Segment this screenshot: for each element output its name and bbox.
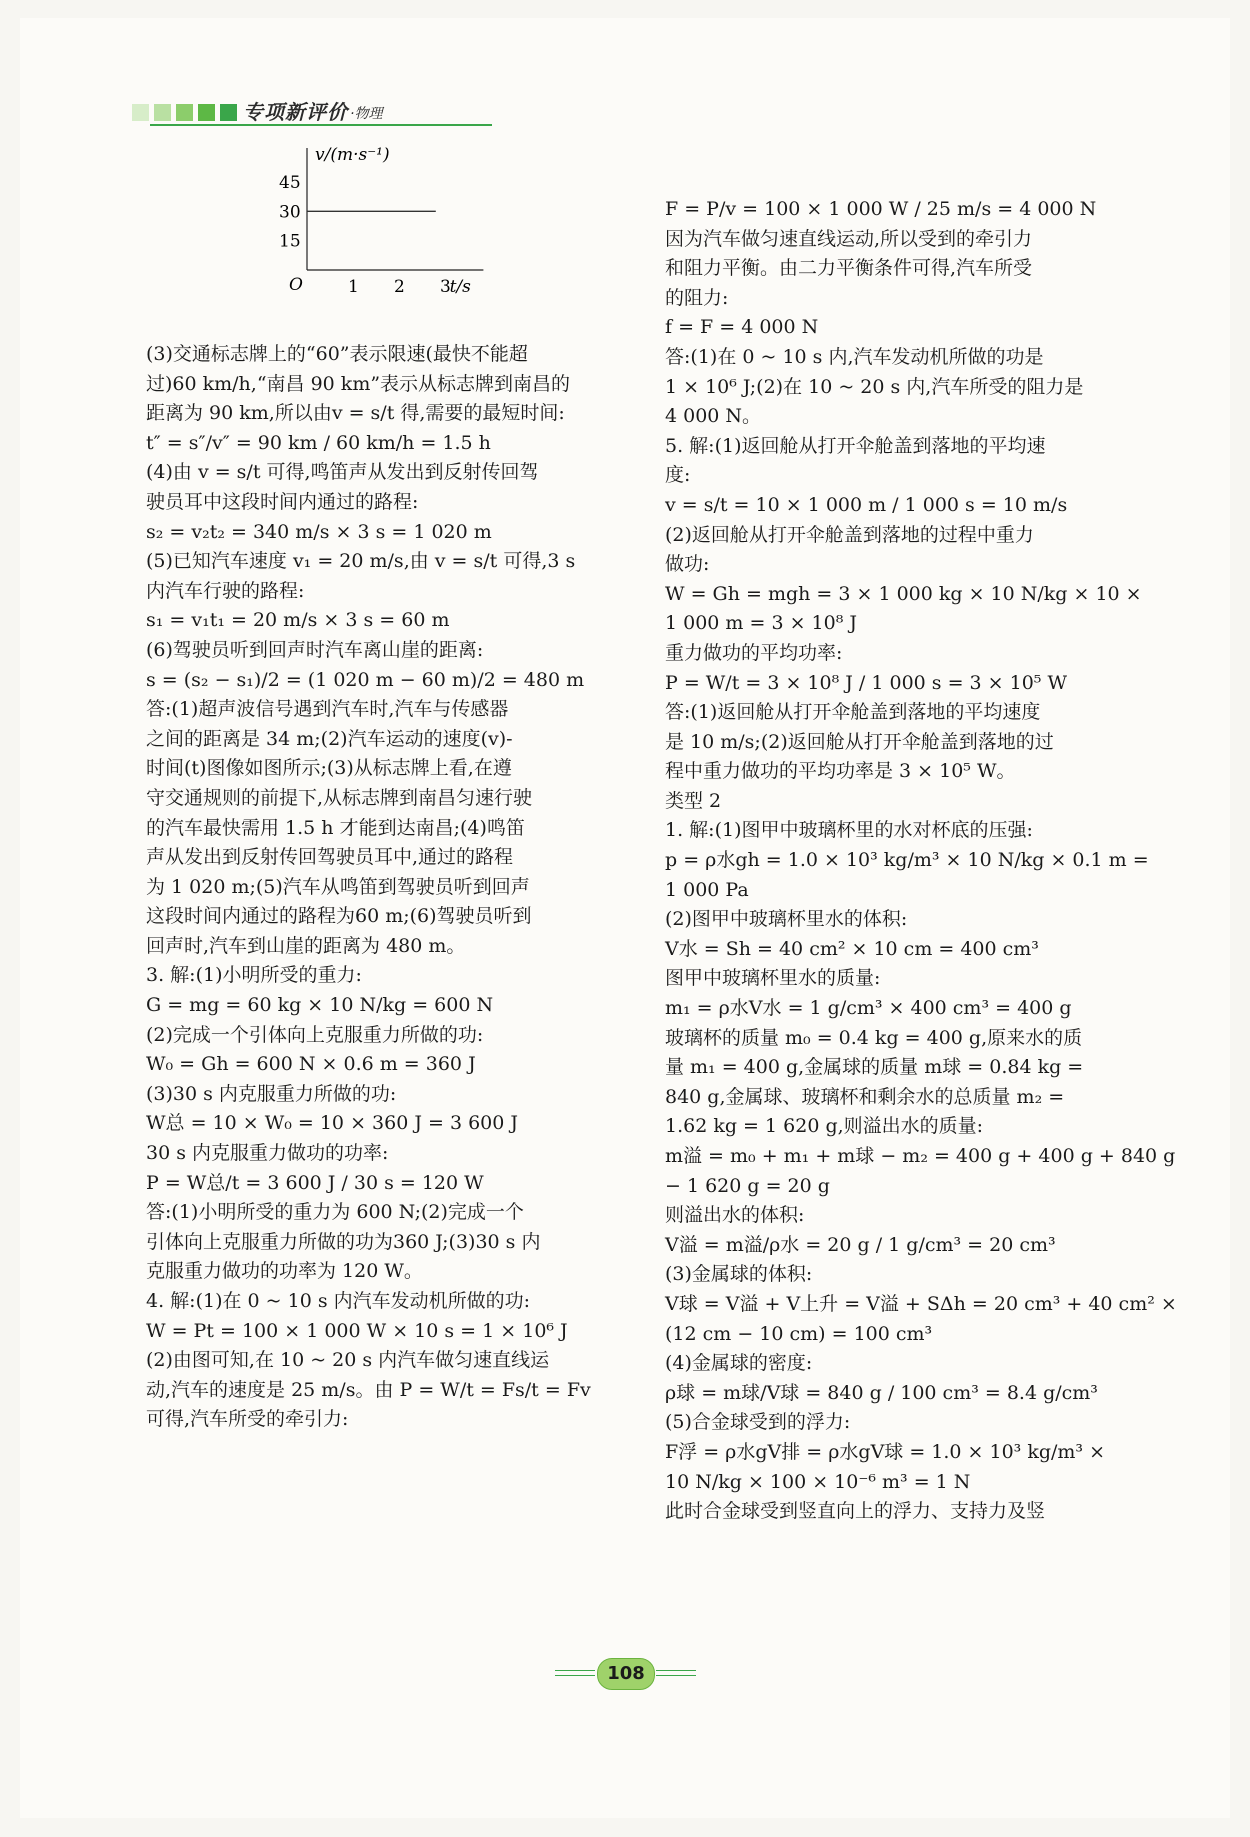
header-decoration [132,104,237,121]
text-line: 度: [665,464,691,487]
text-line: v = s/t = 10 × 1 000 m / 1 000 s = 10 m/s [665,493,1068,516]
text-line: 的汽车最快需用 1.5 h 才能到达南昌;(4)鸣笛 [146,816,525,839]
page-number: 108 [597,1658,655,1690]
text-line: 840 g,金属球、玻璃杯和剩余水的总质量 m₂ = [665,1085,1065,1108]
text-line: 动,汽车的速度是 25 m/s。由 P = W/t = Fs/t = Fv [146,1378,591,1401]
text-line: (2)图甲中玻璃杯里水的体积: [665,908,908,931]
text-line: 5. 解:(1)返回舱从打开伞舱盖到落地的平均速 [665,434,1046,457]
text-line: t″ = s″/v″ = 90 km / 60 km/h = 1.5 h [146,431,491,454]
right-column [665,195,1177,1527]
left-column [146,340,616,1435]
text-line: m溢 = m₀ + m₁ + m球 − m₂ = 400 g + 400 g + 840 g [665,1145,1176,1167]
text-line: 1 000 Pa [665,878,749,901]
text-line: (3)金属球的体积: [665,1263,813,1286]
text-line: 玻璃杯的质量 m₀ = 0.4 kg = 400 g,原来水的质 [665,1026,1083,1049]
text-line: (2)由图可知,在 10 ~ 20 s 内汽车做匀速直线运 [146,1349,550,1372]
text-line: 因为汽车做匀速直线运动,所以受到的牵引力 [665,227,1033,250]
text-line: F = P/v = 100 × 1 000 W / 25 m/s = 4 000 N [665,198,1097,220]
text-line: 1. 解:(1)图甲中玻璃杯里的水对杯底的压强: [665,819,1033,842]
text-line: 做功: [665,553,710,576]
header-rule [150,124,492,126]
text-line: 1 000 m = 3 × 10⁸ J [665,612,857,635]
text-line: 克服重力做功的功率为 120 W。 [146,1260,423,1283]
text-line: 回声时,汽车到山崖的距离为 480 m。 [146,934,466,957]
text-line: 量 m₁ = 400 g,金属球的质量 m球 = 0.84 kg = [665,1056,1084,1079]
text-line: 答:(1)超声波信号遇到汽车时,汽车与传感器 [146,698,509,721]
text-line: V球 = V溢 + V上升 = V溢 + SΔh = 20 cm³ + 40 cm² × [665,1292,1177,1315]
text-line: 这段时间内通过的路程为60 m;(6)驾驶员听到 [146,905,532,928]
y-tick-label: 15 [279,231,301,252]
text-line: (6)驾驶员听到回声时汽车离山崖的距离: [146,638,484,661]
text-line: 守交通规则的前提下,从标志牌到南昌匀速行驶 [146,786,533,809]
text-line: s₂ = v₂t₂ = 340 m/s × 3 s = 1 020 m [146,520,492,543]
header-title: 专项新评价 [243,100,348,124]
text-line: (2)完成一个引体向上克服重力所做的功: [146,1023,484,1046]
x-tick-label: 2 [394,277,405,297]
text-line: W = Pt = 100 × 1 000 W × 10 s = 1 × 10⁶ J [146,1319,568,1342]
text-line: m₁ = ρ水V水 = 1 g/cm³ × 400 cm³ = 400 g [665,997,1072,1020]
text-line: 距离为 90 km,所以由v = s/t 得,需要的最短时间: [146,402,565,425]
text-line: 1 × 10⁶ J;(2)在 10 ~ 20 s 内,汽车所受的阻力是 [665,375,1084,398]
velocity-time-chart [255,140,505,340]
text-line: W₀ = Gh = 600 N × 0.6 m = 360 J [146,1053,476,1076]
header-square [198,104,215,121]
text-line: 驶员耳中这段时间内通过的路程: [146,490,419,513]
text-line: 重力做功的平均功率: [665,641,843,664]
text-line: 时间(t)图像如图所示;(3)从标志牌上看,在遵 [146,757,512,780]
text-line: (3)30 s 内克服重力所做的功: [146,1082,397,1105]
text-line: p = ρ水gh = 1.0 × 10³ kg/m³ × 10 N/kg × 0.1 m = [665,849,1149,872]
text-line: F浮 = ρ水gV排 = ρ水gV球 = 1.0 × 10³ kg/m³ × [665,1440,1106,1463]
text-line: 4. 解:(1)在 0 ~ 10 s 内汽车发动机所做的功: [146,1290,531,1312]
header-square [132,104,149,121]
header-square [220,104,237,121]
text-line: 此时合金球受到竖直向上的浮力、支持力及竖 [665,1500,1046,1523]
text-line: 答:(1)返回舱从打开伞舱盖到落地的平均速度 [665,701,1041,724]
text-line: s₁ = v₁t₁ = 20 m/s × 3 s = 60 m [146,609,450,632]
text-line: (3)交通标志牌上的“60”表示限速(最快不能超 [146,343,528,365]
footer-rule-right [656,1670,696,1671]
text-line: 30 s 内克服重力做功的功率: [146,1142,389,1165]
text-line: f = F = 4 000 N [665,316,819,339]
text-line: (4)金属球的密度: [665,1352,813,1375]
text-line: 是 10 m/s;(2)返回舱从打开伞舱盖到落地的过 [665,730,1054,753]
text-line: s = (s₂ − s₁)/2 = (1 020 m − 60 m)/2 = 480 m [146,668,585,691]
text-line: V水 = Sh = 40 cm² × 10 cm = 400 cm³ [665,937,1039,960]
text-line: 图甲中玻璃杯里水的质量: [665,967,881,990]
text-line: P = W总/t = 3 600 J / 30 s = 120 W [146,1171,484,1194]
text-line: G = mg = 60 kg × 10 N/kg = 600 N [146,994,494,1017]
text-line: 则溢出水的体积: [665,1204,805,1227]
text-line: 声从发出到反射传回驾驶员耳中,通过的路程 [146,846,514,869]
text-line: W = Gh = mgh = 3 × 1 000 kg × 10 N/kg × 10 × [665,582,1142,605]
text-line: 类型 2 [665,789,722,812]
text-line: (12 cm − 10 cm) = 100 cm³ [665,1322,933,1345]
text-line: 10 N/kg × 100 × 10⁻⁶ m³ = 1 N [665,1470,971,1493]
text-line: 的阻力: [665,286,729,309]
header-subtitle: ·物理 [350,106,383,122]
origin-label: O [289,275,303,295]
footer-rule-left [555,1670,595,1671]
text-line: 内汽车行驶的路程: [146,579,305,602]
text-line: 3. 解:(1)小明所受的重力: [146,964,362,987]
text-line: P = W/t = 3 × 10⁸ J / 1 000 s = 3 × 10⁵ W [665,671,1067,694]
x-tick-label: 1 [348,277,359,297]
text-line: 过)60 km/h,“南昌 90 km”表示从标志牌到南昌的 [146,372,571,395]
header-square [176,104,193,121]
text-line: 为 1 020 m;(5)汽车从鸣笛到驾驶员听到回声 [146,875,530,898]
text-line: 可得,汽车所受的牵引力: [146,1408,349,1431]
text-line: 1.62 kg = 1 620 g,则溢出水的质量: [665,1115,984,1138]
text-line: ρ球 = m球/V球 = 840 g / 100 cm³ = 8.4 g/cm³ [665,1381,1098,1404]
x-tick-label: 3 [440,277,451,297]
x-axis-label: t/s [449,277,471,297]
text-line: 答:(1)小明所受的重力为 600 N;(2)完成一个 [146,1201,524,1224]
text-line: 和阻力平衡。由二力平衡条件可得,汽车所受 [665,257,1033,280]
y-axis-label: v/(m·s⁻¹) [315,145,390,165]
text-line: (5)合金球受到的浮力: [665,1411,851,1434]
text-line: 引体向上克服重力所做的功为360 J;(3)30 s 内 [146,1230,541,1253]
header-square [154,104,171,121]
y-tick-label: 30 [279,202,301,223]
text-line: (5)已知汽车速度 v₁ = 20 m/s,由 v = s/t 可得,3 s [146,550,576,573]
text-line: 4 000 N。 [665,405,762,428]
y-tick-label: 45 [279,173,301,193]
text-line: 程中重力做功的平均功率是 3 × 10⁵ W。 [665,760,1016,783]
text-line: − 1 620 g = 20 g [665,1174,830,1197]
text-line: (2)返回舱从打开伞舱盖到落地的过程中重力 [665,523,1034,546]
text-line: V溢 = m溢/ρ水 = 20 g / 1 g/cm³ = 20 cm³ [665,1233,1056,1256]
text-line: W总 = 10 × W₀ = 10 × 360 J = 3 600 J [146,1112,518,1135]
text-line: (4)由 v = s/t 可得,鸣笛声从发出到反射传回驾 [146,461,539,484]
text-line: 之间的距离是 34 m;(2)汽车运动的速度(v)- [146,727,513,750]
text-line: 答:(1)在 0 ~ 10 s 内,汽车发动机所做的功是 [665,345,1044,368]
